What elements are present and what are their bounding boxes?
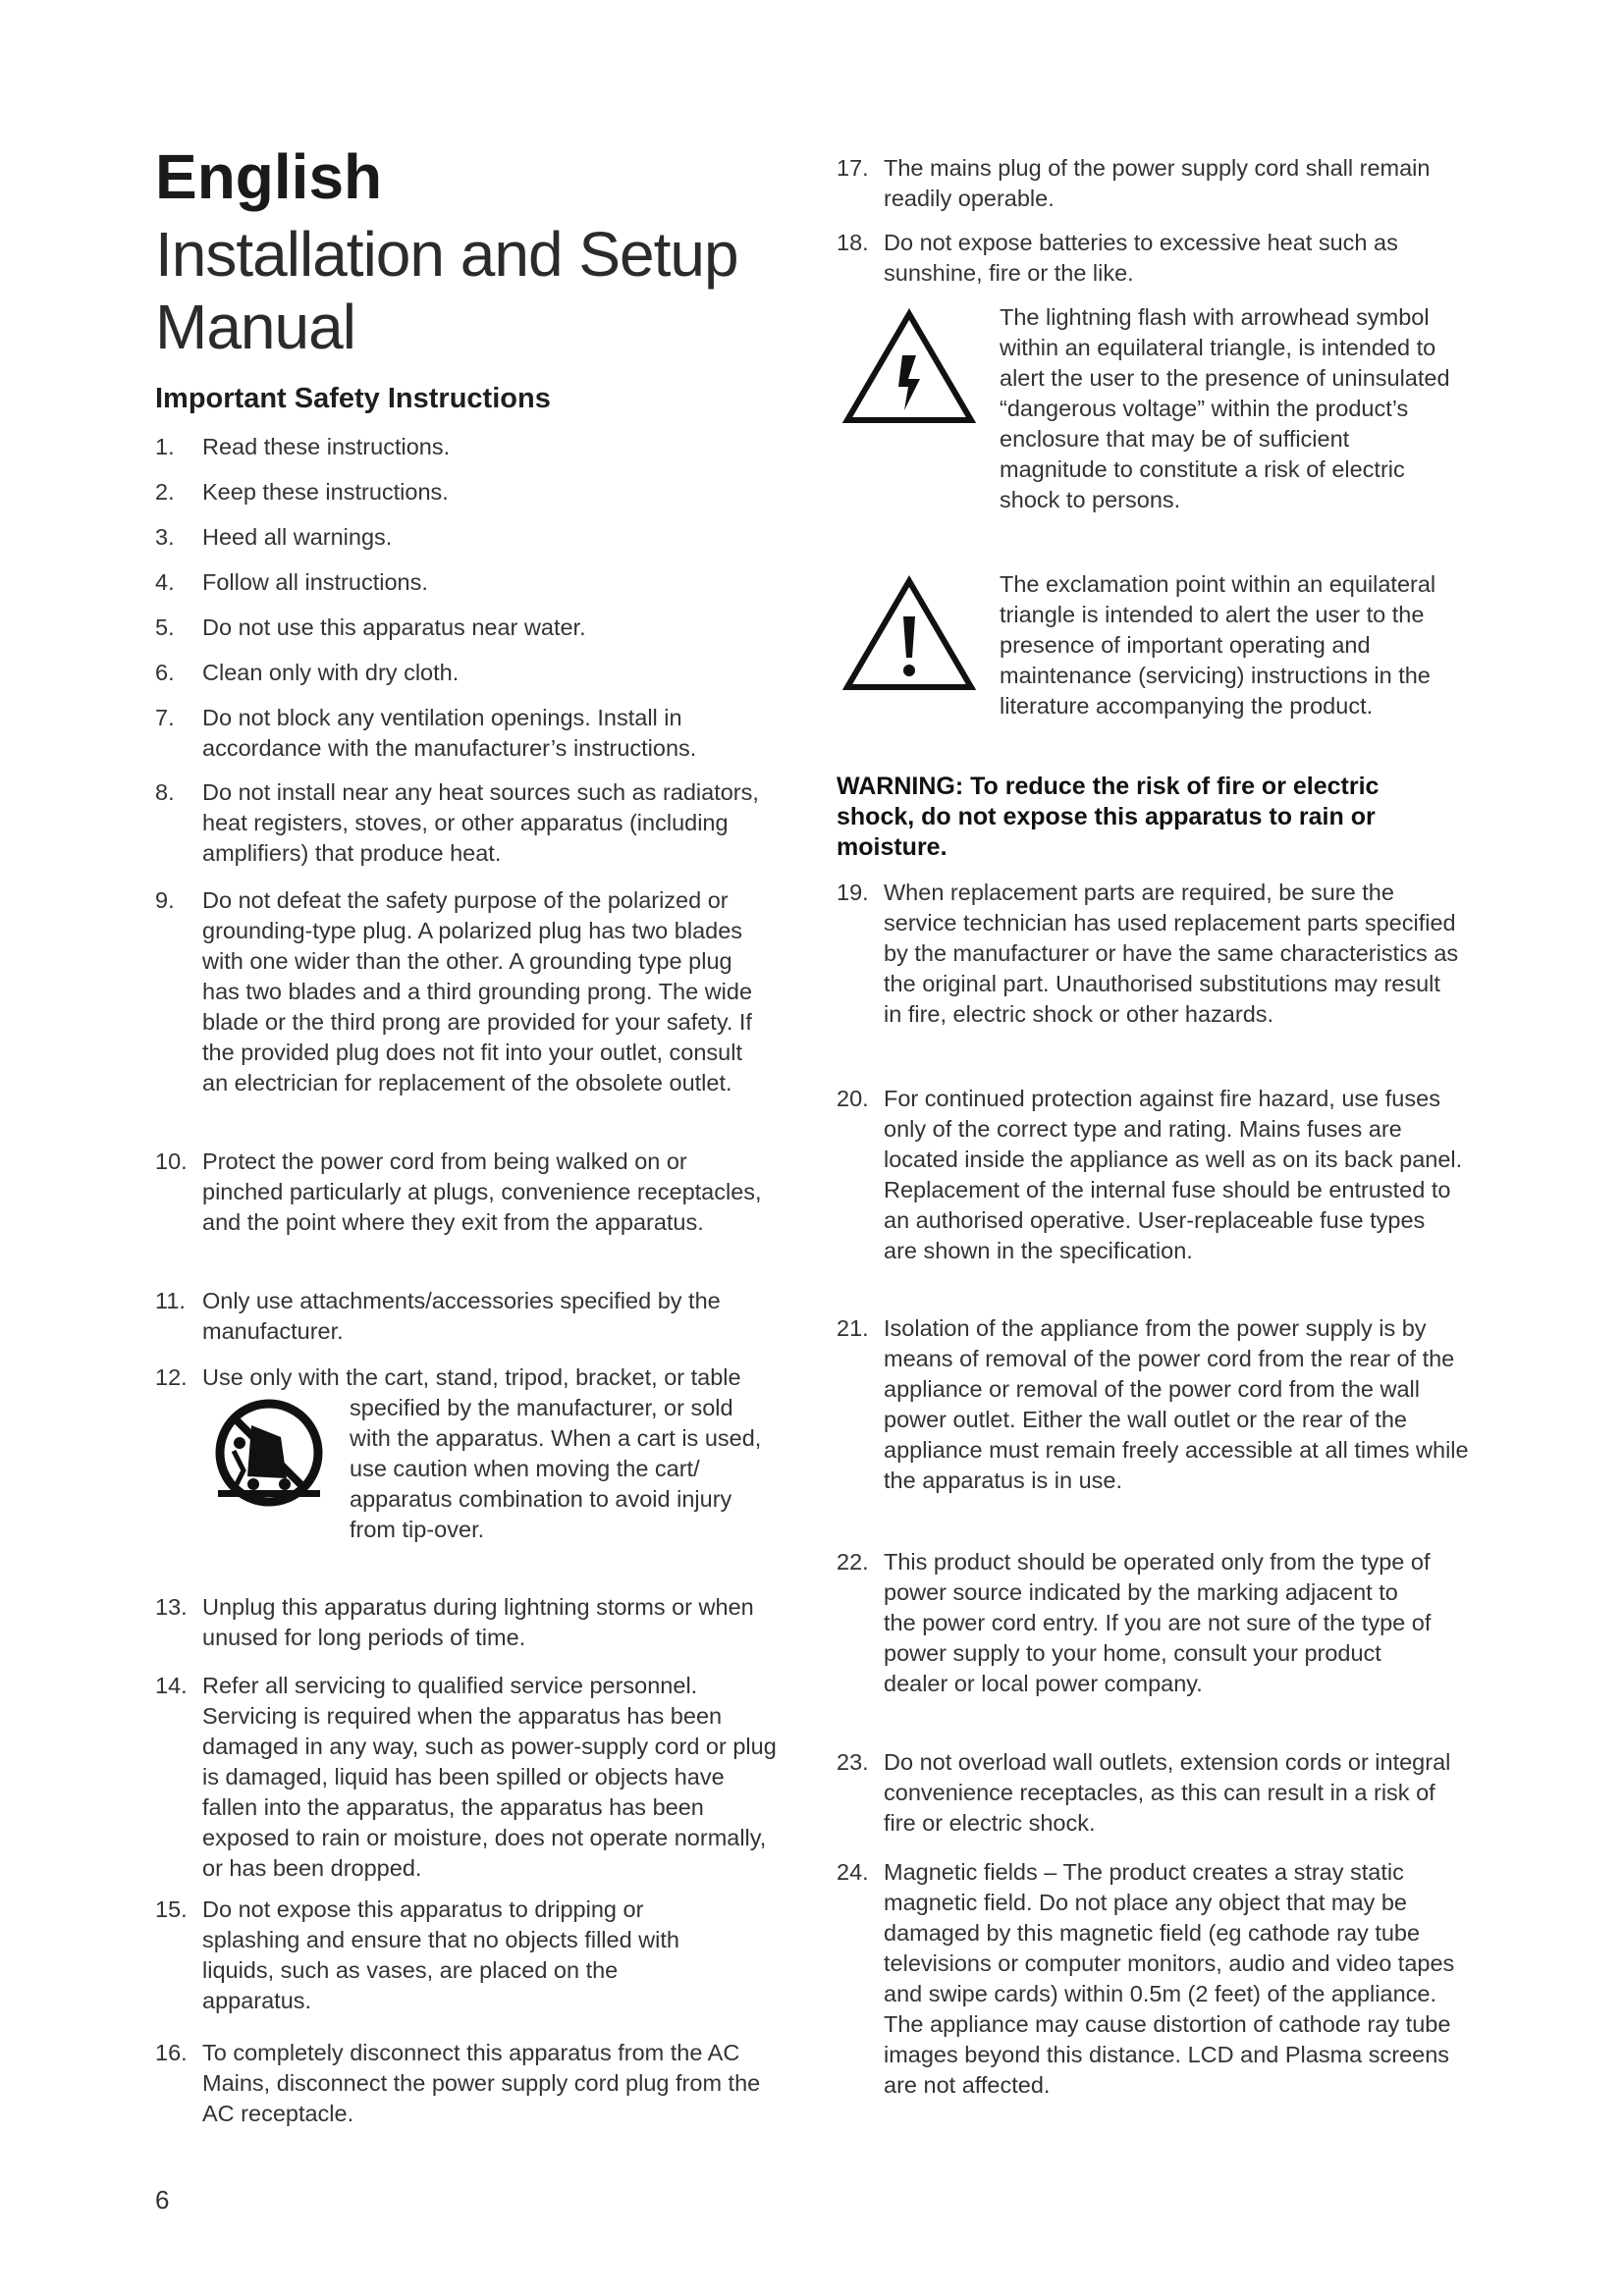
page-number: 6 bbox=[155, 2185, 170, 2215]
list-item bbox=[155, 885, 793, 1098]
item-number: 13. bbox=[155, 1594, 188, 1620]
exclamation-triangle-icon bbox=[841, 575, 977, 693]
lightning-symbol-note bbox=[837, 302, 1473, 515]
item-number: 21. bbox=[837, 1315, 869, 1341]
list-item bbox=[155, 477, 793, 507]
item-number: 17. bbox=[837, 155, 869, 181]
item-text: Do not expose batteries to excessive heat such as sunshine, fire or the like. bbox=[884, 230, 1398, 286]
item-number: 11. bbox=[155, 1288, 186, 1313]
warning-statement: WARNING: To reduce the risk of fire or electric shock, do not expose this apparatus to rain or moisture. bbox=[837, 773, 1380, 861]
item-text: Do not expose this apparatus to dripping or splashing and ensure that no objects filled with liquids, such as vases, are placed on the apparatus. bbox=[202, 1896, 679, 2013]
item-text: Unplug this apparatus during lightning storms or when unused for long periods of time. bbox=[202, 1594, 754, 1650]
item-number: 12. bbox=[155, 1364, 188, 1390]
list-item bbox=[155, 777, 793, 869]
item-number: 2. bbox=[155, 479, 175, 505]
item-text: Do not defeat the safety purpose of the polarized or grounding-type plug. A polarized plug has two blades with one wider than the other. A grounding type plug has two blades and a third grounding prong. The wide blade or the third prong are provided for your safety. If the provided plug does not fit into your outlet, consult an electrician for replacement of the obsolete outlet. bbox=[202, 887, 753, 1095]
item-number: 19. bbox=[837, 880, 869, 905]
list-item bbox=[837, 1547, 1473, 1699]
item-number: 16. bbox=[155, 2040, 188, 2065]
item-number: 10. bbox=[155, 1148, 188, 1174]
item-number: 7. bbox=[155, 705, 175, 730]
item-text: Do not install near any heat sources such as radiators, heat registers, stoves, or other apparatus (including amplifiers) that produce heat. bbox=[202, 779, 759, 866]
item-text: When replacement parts are required, be sure the service technician has used replacement parts specified by the manufacturer or have the same characteristics as the original part. Unauthorised substitutions may result in fire, electric shock or other hazards. bbox=[884, 880, 1459, 1027]
item-text: Do not use this apparatus near water. bbox=[202, 614, 586, 640]
item-text: For continued protection against fire hazard, use fuses only of the correct type and rating. Mains fuses are located inside the appliance as well as on its back panel. Replacement of the internal fuse should be entrusted to an authorised operative. User-replaceable fuse types are shown in the specification. bbox=[884, 1086, 1463, 1263]
list-item bbox=[837, 1084, 1473, 1266]
item-number: 23. bbox=[837, 1749, 869, 1775]
list-item bbox=[155, 1592, 793, 1653]
cart-warning-icon bbox=[214, 1398, 324, 1508]
list-item bbox=[155, 1362, 793, 1545]
item-number: 22. bbox=[837, 1549, 869, 1575]
item-text: Do not overload wall outlets, extension cords or integral convenience receptacles, as this can result in a risk of fire or electric shock. bbox=[884, 1749, 1451, 1836]
item-number: 6. bbox=[155, 660, 175, 685]
item-text: Protect the power cord from being walked on or pinched particularly at plugs, convenience receptacles, and the point where they exit from the apparatus. bbox=[202, 1148, 762, 1235]
list-item bbox=[837, 153, 1473, 214]
list-item bbox=[837, 1857, 1473, 2101]
exclamation-text: The exclamation point within an equilateral triangle is intended to alert the user to the presence of important operating and maintenance (servicing) instructions in the literature accompanying the product. bbox=[1000, 571, 1436, 719]
item-text: Refer all servicing to qualified service personnel. Servicing is required when the apparatus has been damaged in any way, such as power-supply cord or plug is damaged, liquid has been spilled or objects have fallen into the apparatus, the apparatus has been exposed to rain or moisture, does not operate normally, or has been dropped. bbox=[202, 1673, 777, 1881]
item-number: 14. bbox=[155, 1673, 188, 1698]
list-item bbox=[837, 1747, 1473, 1839]
list-item bbox=[837, 228, 1473, 289]
cart-tipover-icon bbox=[214, 1398, 324, 1508]
item-text: Follow all instructions. bbox=[202, 569, 428, 595]
item-number: 18. bbox=[837, 230, 869, 255]
item-text: Only use attachments/accessories specified by the manufacturer. bbox=[202, 1288, 721, 1344]
item-text: Magnetic fields – The product creates a stray static magnetic field. Do not place any object that may be damaged by this magnetic field (eg cathode ray tube televisions or computer monitors, audio and video tapes and swipe cards) within 0.5m (2 feet) of the appliance. The appliance may cause distortion of cathode ray tube images beyond this distance. LCD and Plasma screens are not affected. bbox=[884, 1859, 1455, 2098]
item-text: Heed all warnings. bbox=[202, 524, 393, 550]
item-number: 20. bbox=[837, 1086, 869, 1111]
item-text: This product should be operated only from the type of power source indicated by the marking adjacent to the power cord entry. If you are not sure of the type of power supply to your home, consult your product dealer or local power company. bbox=[884, 1549, 1432, 1696]
item-text: Isolation of the appliance from the power supply is by means of removal of the power cord from the rear of the appliance or removal of the power cord from the wall power outlet. Either the wall outlet or the rear of the appliance must remain freely accessible at all times while the apparatus is in use. bbox=[884, 1315, 1469, 1493]
section-heading: Important Safety Instructions bbox=[155, 383, 551, 414]
item-number: 4. bbox=[155, 569, 175, 595]
item-text: Keep these instructions. bbox=[202, 479, 449, 505]
list-item bbox=[155, 1147, 793, 1238]
list-item bbox=[155, 703, 793, 764]
item-text: Clean only with dry cloth. bbox=[202, 660, 460, 685]
item-number: 15. bbox=[155, 1896, 188, 1922]
list-item bbox=[155, 1286, 793, 1347]
list-item bbox=[155, 522, 793, 553]
list-item bbox=[837, 1313, 1473, 1496]
item-number: 5. bbox=[155, 614, 175, 640]
list-item bbox=[155, 1671, 793, 1884]
page-title: Installation and Setup Manual bbox=[155, 219, 738, 362]
item-number: 3. bbox=[155, 524, 175, 550]
exclamation-symbol-note bbox=[837, 569, 1473, 721]
item-text: The mains plug of the power supply cord shall remain readily operable. bbox=[884, 155, 1431, 211]
language-heading: English bbox=[155, 141, 383, 212]
list-item bbox=[155, 613, 793, 643]
list-item bbox=[155, 658, 793, 688]
item-text: Use only with the cart, stand, tripod, bracket, or table specified by the manufacturer, or sold with the apparatus. When a cart is used, use caution when moving the cart/ apparatus combination to avoid injury from tip-over. bbox=[202, 1364, 762, 1542]
list-item bbox=[155, 432, 793, 462]
item-text: Read these instructions. bbox=[202, 434, 451, 459]
item-number: 9. bbox=[155, 887, 175, 913]
item-text: To completely disconnect this apparatus from the AC Mains, disconnect the power supply cord plug from the AC receptacle. bbox=[202, 2040, 761, 2126]
lightning-text: The lightning flash with arrowhead symbol within an equilateral triangle, is intended to alert the user to the presence of uninsulated “dangerous voltage” within the product’s enclosure that may be of sufficient magnitude to constitute a risk of electric shock to persons. bbox=[1000, 304, 1450, 512]
list-item bbox=[837, 878, 1473, 1030]
item-text: Do not block any ventilation openings. Install in accordance with the manufacturer’s instructions. bbox=[202, 705, 697, 761]
item-number: 8. bbox=[155, 779, 175, 805]
list-item bbox=[155, 2038, 793, 2129]
list-item bbox=[155, 567, 793, 598]
list-item bbox=[155, 1895, 793, 2016]
item-number: 24. bbox=[837, 1859, 869, 1885]
lightning-triangle-icon bbox=[841, 308, 977, 426]
item-number: 1. bbox=[155, 434, 175, 459]
